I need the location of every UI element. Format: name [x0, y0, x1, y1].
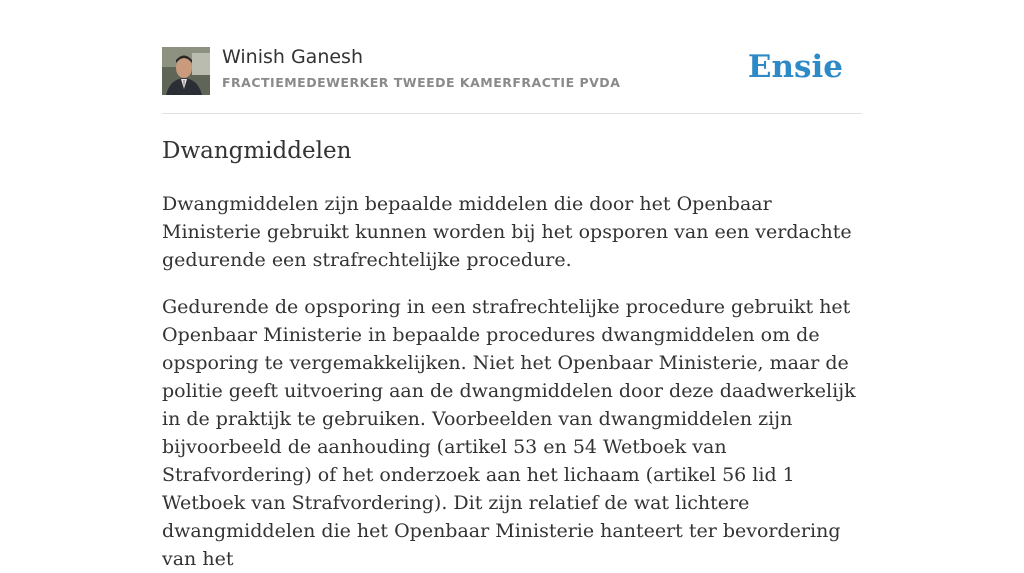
article-paragraph: Dwangmiddelen zijn bepaalde middelen die door het Openbaar Ministerie gebruikt kunnen worden bij het opsporen van een verdachte gedurende een strafrechtelijke procedure. — [162, 193, 852, 271]
ensie-logo[interactable]: Ensie — [747, 49, 843, 85]
article-title: Dwangmiddelen — [162, 138, 352, 164]
author-role: FRACTIEMEDEWERKER TWEEDE KAMERFRACTIE PVDA — [222, 75, 621, 90]
author-avatar[interactable] — [162, 47, 210, 95]
article-paragraph: Gedurende de opsporing in een strafrechtelijke procedure gebruikt het Openbaar Ministerie in bepaalde procedures dwangmiddelen om de opsporing te vergemakkelijken. Niet het Openbaar Ministerie, maar de politie geeft uitvoering aan de dwangmiddelen door deze daadwerkelijk in de praktijk te gebruiken. Voorbeelden van dwangmiddelen zijn bijvoorbeeld de aanhouding (artikel 53 en 54 Wetboek van Strafvordering) of het onderzoek aan het lichaam (artikel 56 lid 1 Wetboek van Strafvordering). Dit zijn relatief de wat lichtere dwangmiddelen die het Openbaar Ministerie hanteert ter bevordering van het — [162, 296, 856, 570]
article-container — [162, 0, 862, 570]
author-name[interactable]: Winish Ganesh — [222, 46, 363, 68]
author-header — [162, 0, 862, 114]
